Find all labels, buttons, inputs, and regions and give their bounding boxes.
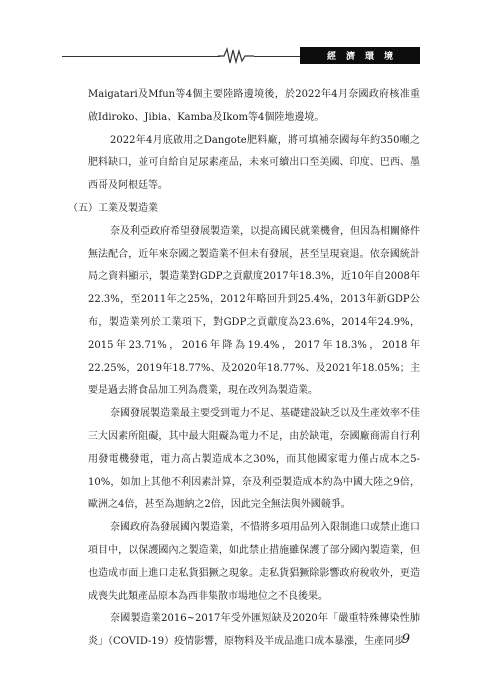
section-tag (300, 47, 420, 64)
heartbeat-line-icon (218, 46, 254, 66)
body-text (68, 84, 420, 654)
section-tag-char: 經 (326, 52, 336, 62)
section-tag-char: 濟 (345, 52, 355, 62)
running-header (62, 46, 420, 66)
body-paragraph: 2022年4月底啟用之Dangote肥料廠，將可填補奈國每年約350噸之肥料缺口，並可自給自足尿素產品，未來可續出口至美國、印度、巴西、墨西哥及阿根廷等。 (88, 134, 420, 192)
section-tag-char: 境 (384, 52, 394, 62)
body-paragraph: 奈及利亞政府希望發展製造業，以提高國民就業機會，但因為相關條件無法配合，近年來奈國之製造業不但未有發展，甚至呈現衰退。依奈國統計局之資料顯示，製造業對GDP之貢獻度2017年18.3%，近10年自2008年22.3%，至2011年之25%，2012年略回升到25.4%，2013年新GDP公布，製造業列於工業項下，對GDP之貢獻度為23.6%，2014年24.9%，2015年23.71%，2016年降為19.4%，2017年18.3%，2018年22.25%，2019年18.77%、及2020年18.77%、及2021年18.05%；主要是過去將食品加工列為農業，現在改列為製造業。 (88, 225, 420, 397)
page-number: 9 (401, 632, 410, 647)
section-tag-char: 環 (365, 52, 375, 62)
body-paragraph: 奈國政府為發展國內製造業，不惜將多項用品列入限制進口或禁止進口項目中，以保護國內之製造業，如此禁止措施雖保護了部分國內製造業，但也造成市面上進口走私貨猖獗之現象。走私貨猖獗除影響政府稅收外，更造成喪失此類產品原本為西非集散市場地位之不良後果。 (88, 522, 420, 602)
header-rule-left (62, 56, 220, 57)
section-heading: （五）工業及製造業 (68, 202, 158, 214)
body-paragraph: 奈國製造業2016~2017年受外匯短缺及2020年「嚴重特殊傳染性肺炎」（COVID-19）疫情影響，原物料及半成品進口成本暴漲，生產同步 (88, 613, 420, 648)
body-paragraph: Maigatari及Mfun等4個主要陸路邊境後，於2022年4月奈國政府核准重啟Idiroko、Jibia、Kamba及Ikom等4個陸地邊境。 (88, 89, 420, 123)
header-rule-right (254, 56, 300, 57)
body-paragraph: 奈國發展製造業最主要受到電力不足、基礎建設缺乏以及生產效率不佳三大因素所阻礙，其中最大阻礙為電力不足，由於缺電，奈國廠商需自行利用發電機發電，電力高占製造成本之30%，而其他國家電力僅占成本之5-10%，如加上其他不利因素計算，奈及利亞製造成本約為中國大陸之9倍，歐洲之4倍，甚至為迦納之2倍，因此完全無法與外國競爭。 (88, 408, 420, 511)
